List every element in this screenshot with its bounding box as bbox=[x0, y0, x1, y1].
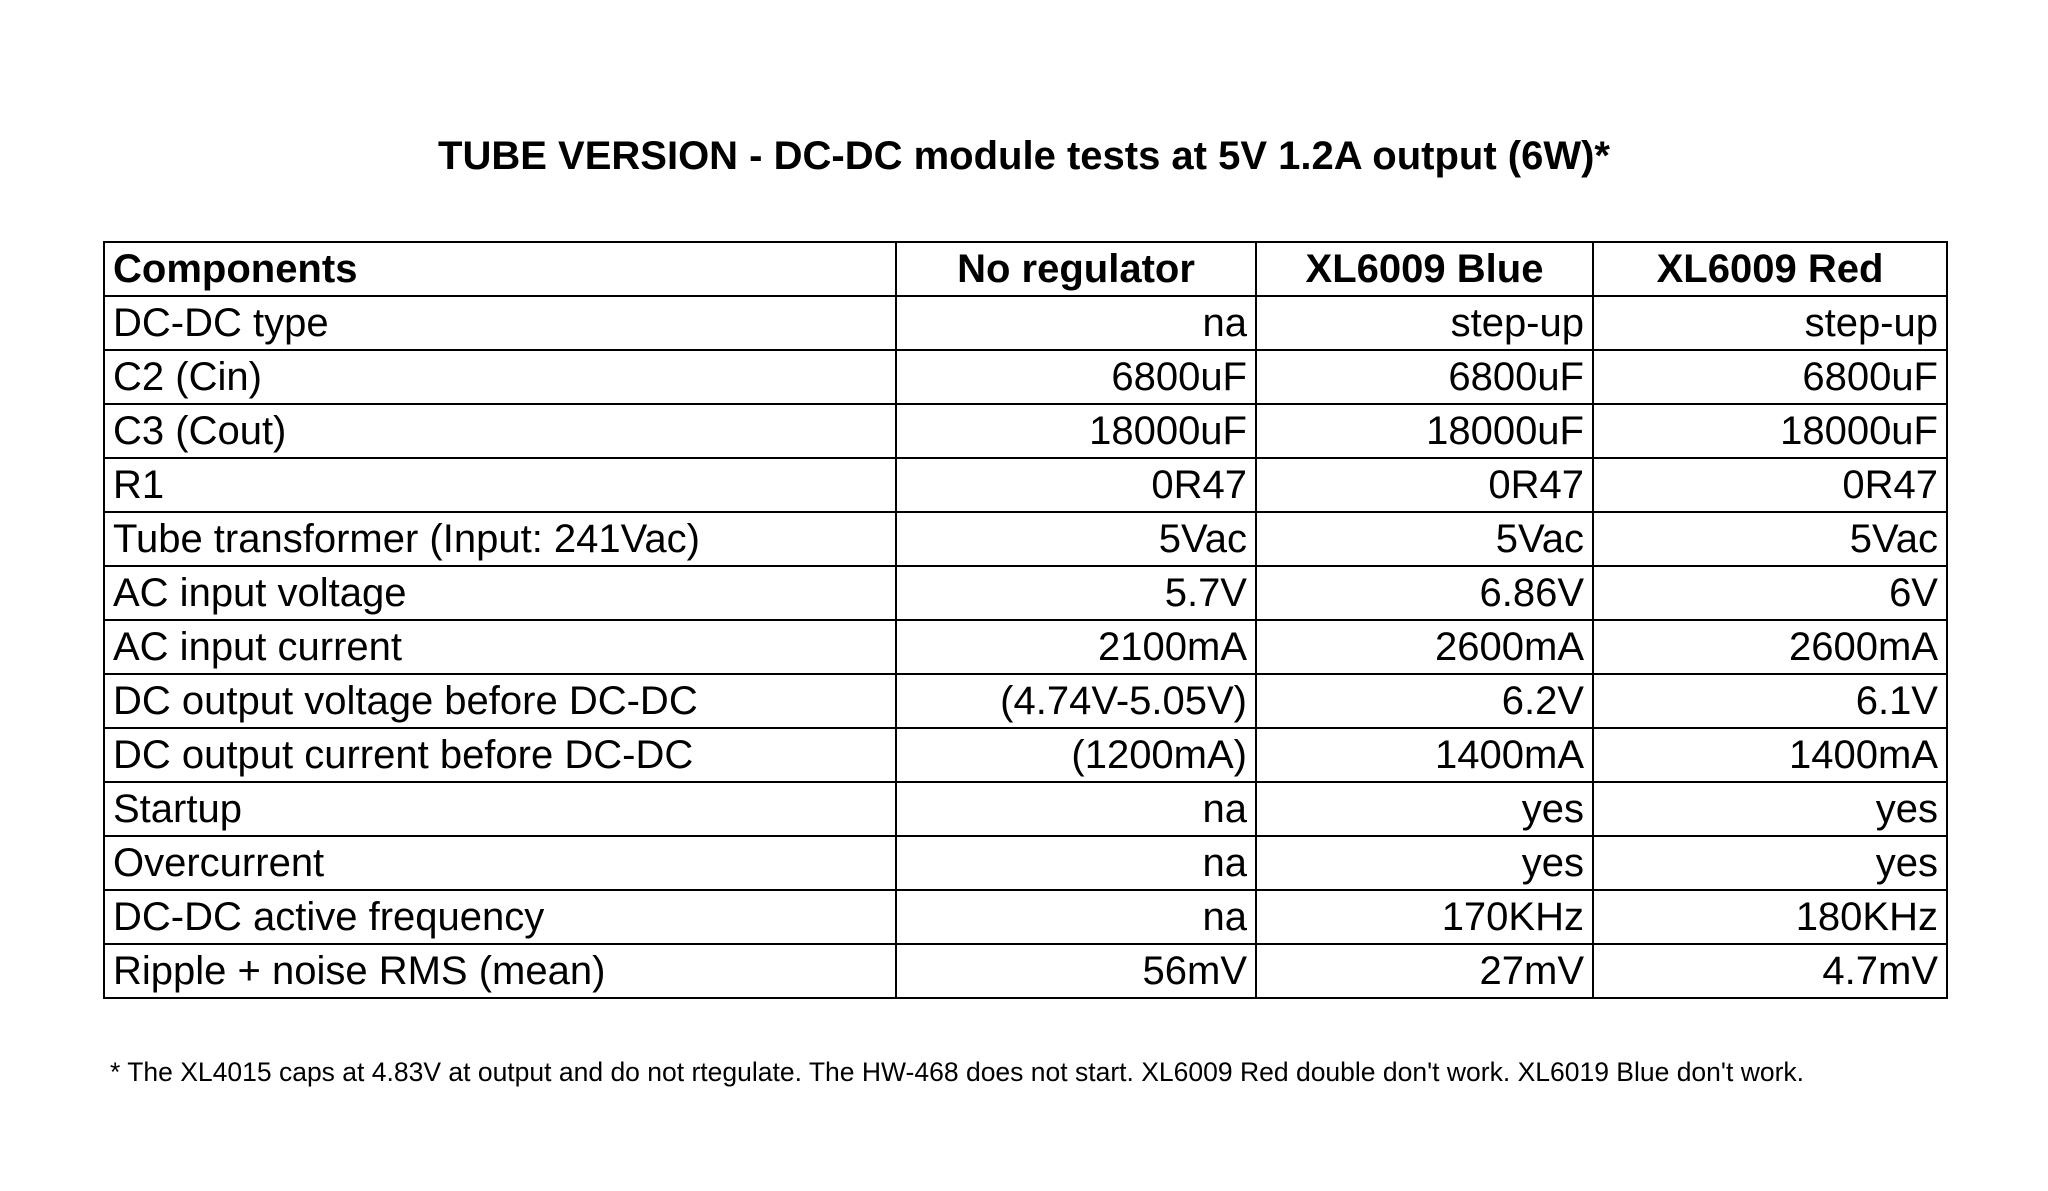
cell-xl6009-red: 18000uF bbox=[1593, 404, 1947, 458]
cell-xl6009-blue: step-up bbox=[1256, 296, 1593, 350]
table-row bbox=[104, 404, 1947, 458]
table-row bbox=[104, 674, 1947, 728]
row-label: DC output voltage before DC-DC bbox=[104, 674, 896, 728]
cell-xl6009-red: 6800uF bbox=[1593, 350, 1947, 404]
cell-xl6009-blue: 0R47 bbox=[1256, 458, 1593, 512]
cell-xl6009-red: 6V bbox=[1593, 566, 1947, 620]
cell-xl6009-red: yes bbox=[1593, 836, 1947, 890]
column-header-xl6009-red: XL6009 Red bbox=[1593, 242, 1947, 296]
cell-no-regulator: 0R47 bbox=[896, 458, 1256, 512]
row-label: R1 bbox=[104, 458, 896, 512]
table-header-row bbox=[104, 242, 1947, 296]
cell-xl6009-blue: 6800uF bbox=[1256, 350, 1593, 404]
row-label: AC input current bbox=[104, 620, 896, 674]
cell-xl6009-red: 5Vac bbox=[1593, 512, 1947, 566]
row-label: DC output current before DC-DC bbox=[104, 728, 896, 782]
table-row bbox=[104, 890, 1947, 944]
cell-no-regulator: na bbox=[896, 296, 1256, 350]
cell-no-regulator: na bbox=[896, 836, 1256, 890]
cell-xl6009-blue: 6.86V bbox=[1256, 566, 1593, 620]
cell-xl6009-blue: 2600mA bbox=[1256, 620, 1593, 674]
cell-no-regulator: 6800uF bbox=[896, 350, 1256, 404]
cell-xl6009-red: 6.1V bbox=[1593, 674, 1947, 728]
cell-xl6009-red: 2600mA bbox=[1593, 620, 1947, 674]
cell-xl6009-red: step-up bbox=[1593, 296, 1947, 350]
table-row bbox=[104, 728, 1947, 782]
cell-xl6009-blue: 5Vac bbox=[1256, 512, 1593, 566]
cell-no-regulator: 56mV bbox=[896, 944, 1256, 998]
row-label: DC-DC active frequency bbox=[104, 890, 896, 944]
cell-no-regulator: 5Vac bbox=[896, 512, 1256, 566]
cell-no-regulator: (1200mA) bbox=[896, 728, 1256, 782]
table-row bbox=[104, 782, 1947, 836]
cell-xl6009-red: 4.7mV bbox=[1593, 944, 1947, 998]
row-label: AC input voltage bbox=[104, 566, 896, 620]
cell-no-regulator: 18000uF bbox=[896, 404, 1256, 458]
table-row bbox=[104, 350, 1947, 404]
cell-xl6009-blue: 27mV bbox=[1256, 944, 1593, 998]
table-row bbox=[104, 620, 1947, 674]
cell-xl6009-red: 1400mA bbox=[1593, 728, 1947, 782]
cell-no-regulator: na bbox=[896, 782, 1256, 836]
column-header-components: Components bbox=[104, 242, 896, 296]
column-header-no-regulator: No regulator bbox=[896, 242, 1256, 296]
cell-no-regulator: 2100mA bbox=[896, 620, 1256, 674]
table-row bbox=[104, 836, 1947, 890]
table-row bbox=[104, 296, 1947, 350]
row-label: DC-DC type bbox=[104, 296, 896, 350]
row-label: Tube transformer (Input: 241Vac) bbox=[104, 512, 896, 566]
row-label: C3 (Cout) bbox=[104, 404, 896, 458]
cell-xl6009-blue: 170KHz bbox=[1256, 890, 1593, 944]
cell-xl6009-blue: 6.2V bbox=[1256, 674, 1593, 728]
table-row bbox=[104, 944, 1947, 998]
cell-xl6009-blue: yes bbox=[1256, 782, 1593, 836]
row-label: Overcurrent bbox=[104, 836, 896, 890]
row-label: C2 (Cin) bbox=[104, 350, 896, 404]
row-label: Startup bbox=[104, 782, 896, 836]
page-title: TUBE VERSION - DC-DC module tests at 5V 1.2A output (6W)* bbox=[438, 134, 1610, 178]
footnote: * The XL4015 caps at 4.83V at output and do not rtegulate. The HW-468 does not start. XL6009 Red double don't work. XL6019 Blue don't work. bbox=[110, 1057, 1805, 1087]
cell-xl6009-red: yes bbox=[1593, 782, 1947, 836]
cell-xl6009-blue: yes bbox=[1256, 836, 1593, 890]
cell-no-regulator: na bbox=[896, 890, 1256, 944]
cell-xl6009-red: 0R47 bbox=[1593, 458, 1947, 512]
cell-xl6009-red: 180KHz bbox=[1593, 890, 1947, 944]
table-row bbox=[104, 458, 1947, 512]
table-row bbox=[104, 512, 1947, 566]
cell-xl6009-blue: 18000uF bbox=[1256, 404, 1593, 458]
table-row bbox=[104, 566, 1947, 620]
column-header-xl6009-blue: XL6009 Blue bbox=[1256, 242, 1593, 296]
row-label: Ripple + noise RMS (mean) bbox=[104, 944, 896, 998]
cell-no-regulator: 5.7V bbox=[896, 566, 1256, 620]
cell-no-regulator: (4.74V-5.05V) bbox=[896, 674, 1256, 728]
cell-xl6009-blue: 1400mA bbox=[1256, 728, 1593, 782]
comparison-table bbox=[103, 241, 1948, 999]
